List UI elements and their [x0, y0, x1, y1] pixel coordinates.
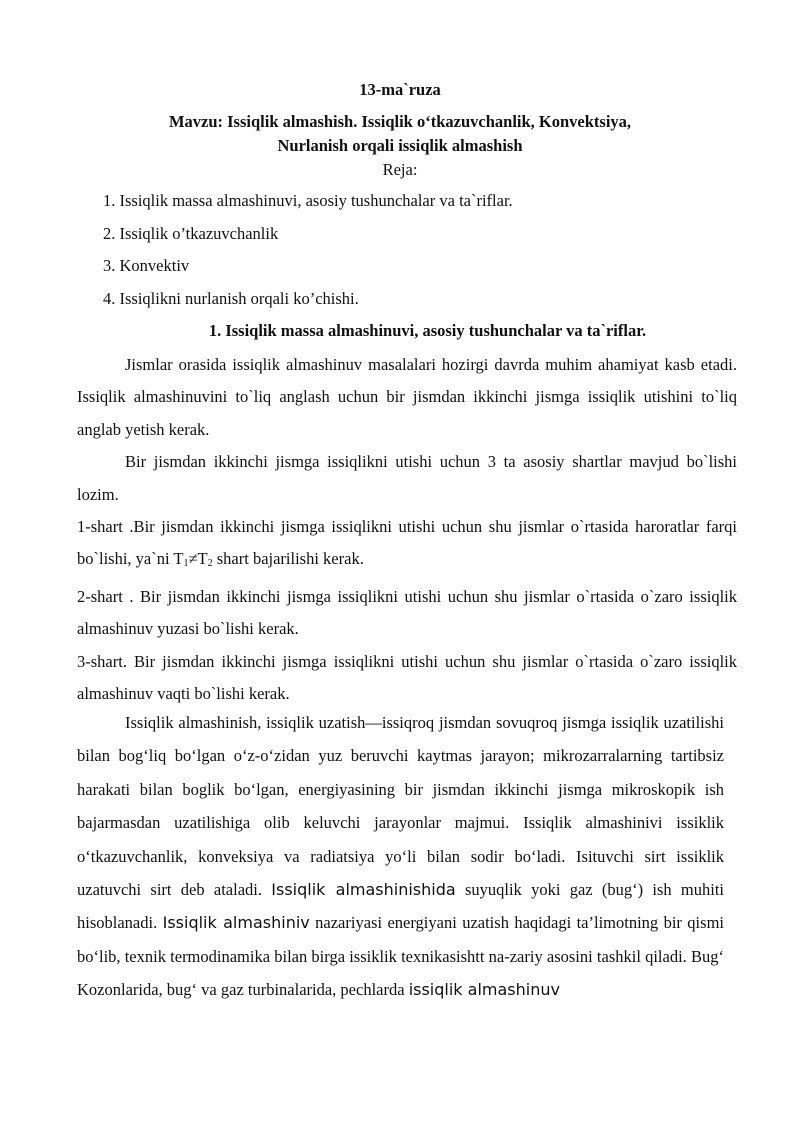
plan-item: 3. Konvektiv — [103, 256, 190, 275]
neq-sign: ≠T — [188, 549, 208, 569]
paragraph-2: Bir jismdan ikkinchi jismga issiqlikni utishi uchun 3 ta asosiy shartlar mavjud bo`lishi lozim. — [77, 452, 737, 504]
term-issiqlik-almashinuv: issiqlik almashinuv — [408, 980, 560, 1000]
body-text-1 — [77, 349, 737, 710]
subject-line-2: Nurlanish orqali issiqlik almashish — [277, 136, 523, 155]
lecture-number: 13-ma`ruza — [359, 80, 441, 99]
plan-item: 4. Issiqlikni nurlanish orqali ko’chishi. — [103, 288, 359, 308]
subject-line-1: Mavzu: Issiqlik almashish. Issiqlik o‘tkazuvchanlik, Konvektsiya, — [168, 112, 632, 131]
t2-subscript: 2 — [207, 558, 213, 570]
lecture-subject — [80, 110, 720, 158]
body-text-2 — [77, 706, 724, 1007]
plan-item: 1. Issiqlik massa almashinuvi, asosiy tushunchalar va ta`riflar. — [103, 191, 513, 210]
plan-list — [103, 190, 513, 320]
plan-item: 2. Issiqlik o’tkazuvchanlik — [103, 223, 279, 243]
plan-heading: Reja: — [382, 160, 418, 179]
condition-1-tail: shart bajarilishi kerak. — [212, 549, 364, 569]
condition-1-text: 1-shart .Bir jismdan ikkinchi jismga issiqlikni utishi uchun shu jismlar o`rtasida haroratlar farqi bo`lishi, ya`ni T — [77, 517, 737, 569]
condition-2: 2-shart . Bir jismdan ikkinchi jismga issiqlikni utishi uchun shu jismlar o`rtasida o`zaro issiqlik almashinuv yuzasi bo`lishi kerak. — [77, 586, 737, 639]
term-issiqlik-almashiniv: Issiqlik almashiniv — [162, 913, 310, 933]
t1-subscript: 1 — [183, 558, 189, 570]
paragraph-3-part-b: suyuqlik yoki gaz (bug‘) ish muhiti hisoblanadi. — [77, 880, 724, 933]
condition-3: 3-shart. Bir jismdan ikkinchi jismga issiqlikni utishi uchun shu jismlar o`rtasida o`zaro issiqlik almashinuv vaqti bo`lishi kerak. — [77, 651, 737, 704]
paragraph-1: Jismlar orasida issiqlik almashinuv masalalari hozirgi davrda muhim ahamiyat kasb etadi. Issiqlik almashinuvini to`liq anglash uchun bir jismdan ikkinchi jismga issiqlik utishini to`liq anglab yetish kerak. — [77, 355, 737, 439]
paragraph-3-part-c: nazariyasi energiyani uzatish haqidagi ta’limotning bir qismi bo‘lib, texnik termodinamika bilan birga issiklik texnikasishtt na-zariy asosini tashkil qiladi. Bug‘ Kozonlarida, bug‘ va gaz turbinalarida, pechlarda — [77, 913, 724, 1000]
paragraph-3 — [77, 706, 724, 1007]
condition-1 — [77, 511, 737, 581]
term-issiqlik-almashinishida: Issiqlik almashinishida — [271, 880, 456, 900]
section-heading: 1. Issiqlik massa almashinuvi, asosiy tushunchalar va ta`riflar. — [208, 321, 647, 340]
paragraph-3-part-a: Issiqlik almashinish, issiqlik uzatish—issiqroq jismdan sovuqroq jismga issiqlik uzatilishi bilan bog‘liq bo‘lgan o‘z-o‘zidan yuz beruvchi kaytmas jarayon; mikrozarralarning tartibsiz harakati bilan boglik bo‘lgan, energiyasining bir jismdan ikkinchi jismga mikroskopik ish bajarmasdan uzatilishiga olib keluvchi jarayonlar majmui. Issiqlik almashinivi issiklik o‘tkazuvchanlik, konveksiya va radiatsiya yo‘li bilan sodir bo‘ladi. Isituvchi sirt issiklik uzatuvchi sirt deb ataladi. — [77, 713, 724, 900]
